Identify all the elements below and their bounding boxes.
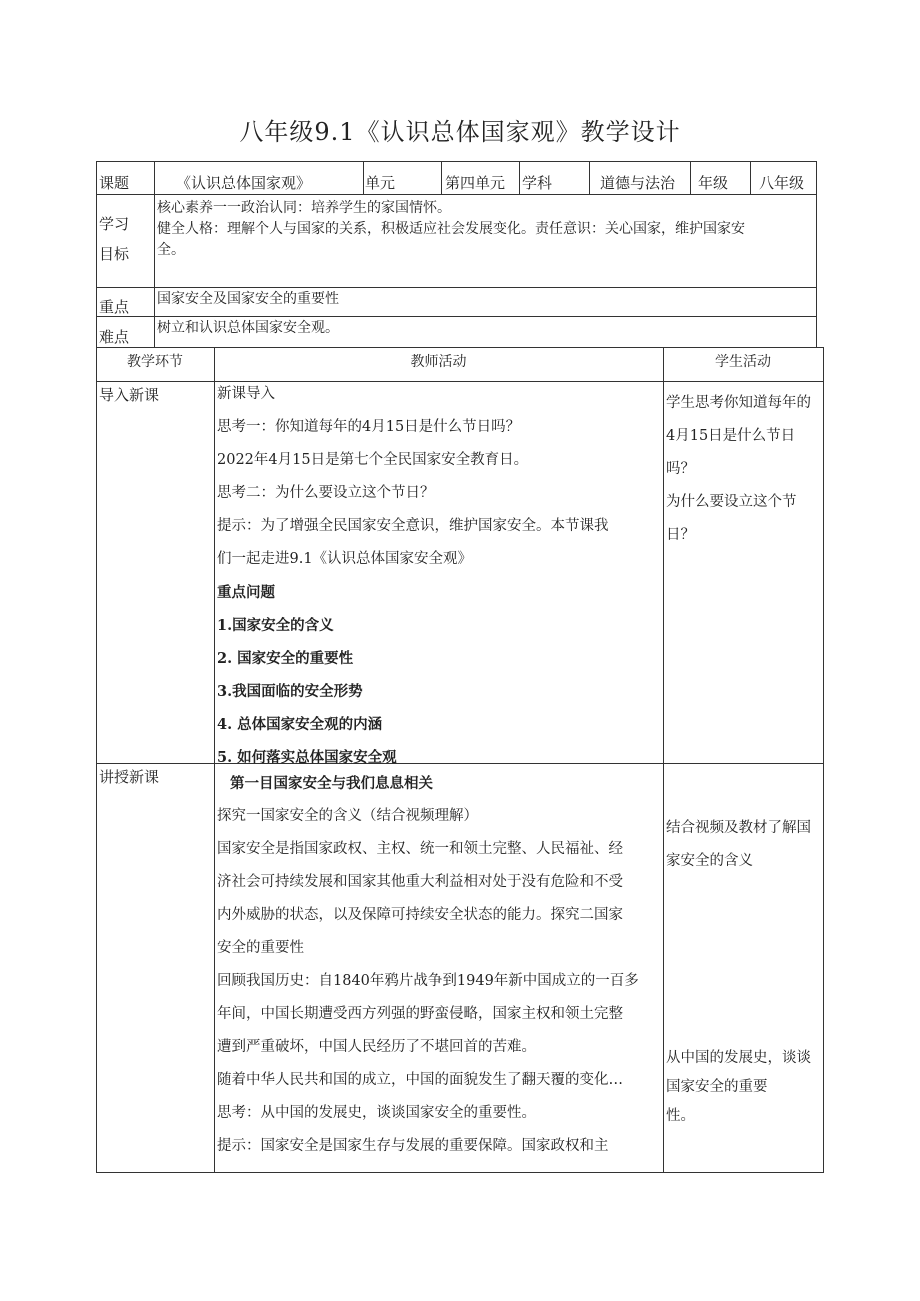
subject-label: 学科: [522, 174, 553, 192]
lecture-line: 遭到严重破坏，中国人民经历了不堪回首的苦难。: [217, 1039, 536, 1055]
key-question: 5. 如何落实总体国家安全观: [217, 749, 397, 766]
student-line: 性。: [666, 1108, 695, 1124]
unit-value: 第四单元: [445, 174, 506, 192]
student-line: 结合视频及教材了解国: [666, 820, 811, 836]
student-line: 日？: [666, 527, 695, 543]
objectives-label-1: 学习: [99, 215, 130, 233]
lecture-line: 内外威胁的状态，以及保障可持续安全状态的能力。探究二国家: [217, 907, 623, 923]
lecture-line: 随着中华人民共和国的成立，中国的面貌发生了翻天覆的变化…: [217, 1072, 623, 1088]
key-question: 3.我国面临的安全形势: [217, 683, 363, 700]
intro-stage: 导入新课: [99, 386, 160, 404]
intro-student-activity: [666, 387, 822, 552]
grade-label: 年级: [698, 174, 729, 192]
student-line: 国家安全的重要: [666, 1079, 768, 1095]
student-line: 学生思考你知道每年的: [666, 395, 811, 411]
lecture-student-activity-2: [666, 1044, 822, 1131]
column-teacher: 教师活动: [410, 354, 467, 370]
objectives-line-1: 核心素养一一政治认同：培养学生的家国情怀。: [157, 200, 451, 216]
lecture-line: 国家安全是指国家政权、主权、统一和领土完整、人民福祉、经: [217, 841, 623, 857]
intro-line: 新课导入: [217, 386, 275, 402]
topic-label: 课题: [99, 174, 130, 192]
student-line: 为什么要设立这个节: [666, 494, 797, 510]
student-line: 4月15日是什么节日吗？: [666, 428, 796, 477]
lecture-student-activity-1: [666, 812, 822, 878]
lecture-stage: 讲授新课: [99, 768, 160, 786]
key-point-label: 重点: [99, 298, 130, 316]
lecture-line: 济社会可持续发展和国家其他重大利益相对处于没有危险和不受: [217, 874, 623, 890]
page-title: 八年级9.1《认识总体国家观》教学设计: [239, 118, 681, 146]
lecture-line: 思考：从中国的发展史，谈谈国家安全的重要性。: [217, 1105, 536, 1121]
lecture-line: 探究一国家安全的含义（结合视频理解）: [217, 808, 478, 824]
lecture-line: 回顾我国历史：自1840年鸦片战争到1949年新中国成立的一百多: [217, 973, 639, 989]
objectives-line-3: 全。: [157, 242, 185, 258]
difficulty-label: 难点: [99, 328, 130, 346]
key-questions-title: 重点问题: [217, 584, 275, 601]
column-stage: 教学环节: [127, 354, 183, 370]
intro-line: 思考二：为什么要设立这个节日？: [217, 485, 435, 501]
intro-line: 2022年4月15日是第七个全民国家安全教育日。: [217, 452, 529, 468]
column-student: 学生活动: [715, 354, 771, 370]
intro-line: 们一起走进9.1《认识总体国家安全观》: [217, 551, 473, 567]
lecture-line: 年间，中国长期遭受西方列强的野蛮侵略，国家主权和领土完整: [217, 1006, 623, 1022]
intro-line: 提示：为了增强全民国家安全意识，维护国家安全。本节课我: [217, 518, 609, 534]
topic-value: 《认识总体国家观》: [176, 174, 312, 192]
grade-value: 八年级: [759, 174, 805, 192]
lecture-line: 安全的重要性: [217, 940, 304, 956]
key-question: 4. 总体国家安全观的内涵: [217, 716, 383, 733]
lecture-heading: 第一目国家安全与我们息息相关: [230, 775, 433, 792]
key-question: 2. 国家安全的重要性: [217, 650, 354, 667]
unit-label: 单元: [365, 174, 396, 192]
intro-line: 思考一：你知道每年的4月15日是什么节日吗？: [217, 419, 521, 435]
key-point-value: 国家安全及国家安全的重要性: [157, 291, 339, 307]
lecture-line: 提示：国家安全是国家生存与发展的重要保障。国家政权和主: [217, 1138, 609, 1154]
difficulty-value: 树立和认识总体国家安全观。: [157, 320, 339, 336]
student-line: 家安全的含义: [666, 853, 753, 869]
intro-teacher-activity: [217, 378, 661, 774]
objectives-label-2: 目标: [99, 245, 130, 263]
lecture-teacher-activity: [217, 767, 661, 1163]
subject-value: 道德与法治: [600, 174, 676, 192]
key-question: 1.国家安全的含义: [217, 617, 334, 634]
objectives-line-2: 健全人格：理解个人与国家的关系，积极适应社会发展变化。责任意识：关心国家，维护国家安: [157, 221, 745, 237]
student-line: 从中国的发展史，谈谈: [666, 1050, 811, 1066]
